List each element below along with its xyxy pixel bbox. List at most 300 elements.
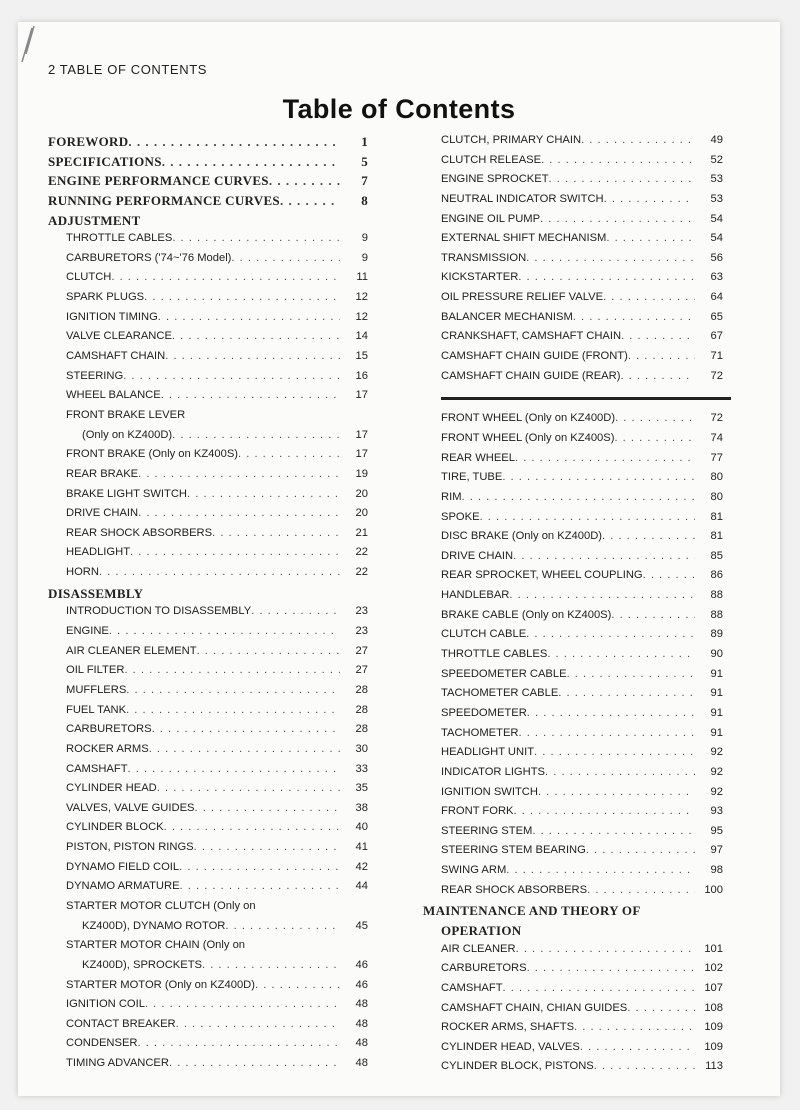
- toc-leader-dots: [145, 998, 340, 1010]
- toc-entry-label: SPEEDOMETER: [441, 706, 527, 719]
- toc-entry-label: STEERING STEM BEARING: [441, 844, 586, 857]
- toc-leader-dots: [518, 727, 695, 739]
- toc-entry-label: CONTACT BREAKER: [66, 1017, 176, 1030]
- toc-entry: [48, 645, 368, 665]
- toc-leader-dots: [169, 1057, 340, 1069]
- toc-leader-dots: [515, 452, 695, 464]
- toc-entry: [48, 566, 368, 586]
- toc-page-number: 17: [355, 389, 368, 402]
- toc-page-number: 8: [361, 192, 368, 208]
- toc-entry: [48, 821, 368, 841]
- toc-leader-dots: [99, 566, 340, 578]
- toc-entry-label: CAMSHAFT CHAIN GUIDE (REAR): [441, 369, 621, 382]
- toc-entry: [423, 786, 723, 806]
- toc-entry: [423, 589, 723, 609]
- toc-entry: [423, 491, 723, 511]
- toc-entry-label: EXTERNAL SHIFT MECHANISM: [441, 232, 607, 245]
- toc-entry-label: STARTER MOTOR (Only on KZ400D): [66, 978, 255, 991]
- toc-entry-label: CARBURETORS: [66, 723, 152, 736]
- toc-entry: [48, 389, 368, 409]
- toc-leader-dots: [621, 330, 695, 342]
- toc-leader-dots: [620, 370, 695, 382]
- toc-leader-dots: [627, 1002, 695, 1014]
- toc-entry: [423, 884, 723, 904]
- toc-entry: [423, 1041, 723, 1061]
- toc-entry: [423, 1060, 723, 1080]
- toc-page-number: 54: [710, 212, 723, 225]
- toc-entry-label: CLUTCH RELEASE: [441, 153, 542, 166]
- toc-entry: [423, 271, 723, 291]
- toc-entry-label: TACHOMETER CABLE: [441, 687, 559, 700]
- toc-leader-dots: [502, 471, 695, 483]
- toc-leader-dots: [480, 511, 695, 523]
- toc-entry-label: CONDENSER: [66, 1037, 138, 1050]
- toc-entry: [48, 861, 368, 881]
- toc-page-number: 14: [355, 330, 368, 343]
- toc-leader-dots: [157, 782, 340, 794]
- toc-leader-dots: [611, 609, 695, 621]
- toc-leader-dots: [128, 134, 340, 150]
- toc-leader-dots: [526, 252, 695, 264]
- toc-leader-dots: [161, 389, 340, 401]
- toc-page-number: 49: [710, 134, 723, 146]
- toc-leader-dots: [172, 429, 340, 441]
- toc-leader-dots: [251, 605, 340, 617]
- toc-leader-dots: [152, 723, 340, 735]
- toc-entry-label: DRIVE CHAIN: [66, 507, 139, 520]
- toc-entry-label: TIRE, TUBE: [441, 471, 503, 484]
- toc-left-column: [48, 134, 368, 1077]
- toc-leader-dots: [269, 173, 340, 189]
- toc-page-number: 27: [355, 644, 368, 657]
- toc-entry: [423, 311, 723, 331]
- toc-leader-dots: [614, 432, 695, 444]
- toc-leader-dots: [111, 271, 340, 283]
- toc-entry: [423, 452, 723, 472]
- toc-entry-label: ROCKER ARMS: [66, 742, 149, 755]
- toc-page-number: 102: [704, 962, 723, 975]
- toc-entry-label: CAMSHAFT: [441, 981, 503, 994]
- toc-entry-label: WHEEL BALANCE: [66, 389, 161, 402]
- toc-entry: [423, 668, 723, 688]
- toc-entry-label: REAR SHOCK ABSORBERS: [441, 883, 588, 896]
- toc-entry: [48, 154, 368, 174]
- toc-entry-label: BRAKE CABLE (Only on KZ400S): [441, 608, 612, 621]
- toc-entry-label: DISC BRAKE (Only on KZ400D): [441, 530, 603, 543]
- toc-page-number: 30: [355, 742, 368, 755]
- toc-entry: [423, 291, 723, 311]
- toc-entry-label: CYLINDER BLOCK: [66, 821, 164, 834]
- toc-entry: [423, 432, 723, 452]
- toc-leader-dots: [225, 920, 340, 932]
- toc-entry-label: CAMSHAFT CHAIN: [66, 350, 166, 363]
- toc-page-number: 20: [355, 507, 368, 520]
- toc-entry: [423, 609, 723, 629]
- toc-entry-label: SPOKE: [441, 510, 480, 523]
- toc-page-number: 22: [355, 566, 368, 579]
- toc-leader-dots: [180, 880, 340, 892]
- toc-page-number: 72: [710, 369, 723, 382]
- toc-leader-dots: [138, 507, 340, 519]
- toc-entry-label: SPEEDOMETER CABLE: [441, 667, 567, 680]
- toc-entry: [423, 746, 723, 766]
- toc-page-number: 54: [710, 232, 723, 245]
- toc-page-number: 71: [710, 350, 723, 363]
- toc-entry: [423, 903, 723, 923]
- toc-leader-dots: [547, 648, 695, 660]
- page-header: 2 TABLE OF CONTENTS: [48, 62, 208, 77]
- toc-entry-label: CAMSHAFT CHAIN GUIDE (FRONT): [441, 350, 628, 363]
- toc-leader-dots: [158, 311, 340, 323]
- toc-entry-label: KZ400D), SPROCKETS: [82, 958, 202, 971]
- toc-page-number: 22: [355, 546, 368, 559]
- toc-right-bottom-group: [423, 412, 723, 1080]
- toc-page-number: 45: [355, 919, 368, 932]
- toc-entry-label: CLUTCH: [66, 271, 112, 284]
- toc-entry: [48, 880, 368, 900]
- toc-entry: [48, 782, 368, 802]
- toc-entry-label: TACHOMETER: [441, 726, 519, 739]
- toc-leader-dots: [162, 154, 340, 170]
- toc-leader-dots: [126, 684, 340, 696]
- toc-entry: [48, 488, 368, 508]
- toc-entry: [48, 448, 368, 468]
- toc-page-number: 12: [355, 310, 368, 323]
- toc-entry-label: AIR CLEANER ELEMENT: [66, 644, 197, 657]
- toc-entry: [48, 213, 368, 233]
- toc-entry-label: HORN: [66, 566, 99, 579]
- toc-page-number: 35: [355, 782, 368, 795]
- toc-entry-label: FRONT BRAKE (Only on KZ400S): [66, 448, 239, 461]
- toc-page-number: 64: [710, 291, 723, 304]
- toc-entry-label: CLUTCH, PRIMARY CHAIN: [441, 134, 582, 146]
- toc-entry-label: SPARK PLUGS: [66, 291, 145, 304]
- toc-entry: [48, 1018, 368, 1038]
- toc-entry: [48, 350, 368, 370]
- toc-entry: [423, 982, 723, 1002]
- toc-entry: [423, 844, 723, 864]
- toc-entry-label: KZ400D), DYNAMO ROTOR: [82, 919, 226, 932]
- toc-entry-label: DYNAMO ARMATURE: [66, 880, 180, 893]
- toc-entry: [423, 962, 723, 982]
- toc-entry-label: NEUTRAL INDICATOR SWITCH: [441, 192, 604, 205]
- toc-entry-label: MAINTENANCE AND THEORY OF: [423, 903, 641, 919]
- toc-leader-dots: [541, 154, 695, 166]
- toc-leader-dots: [130, 546, 340, 558]
- toc-entry-label: HEADLIGHT UNIT: [441, 746, 535, 759]
- toc-leader-dots: [124, 664, 340, 676]
- toc-page-number: 91: [710, 687, 723, 700]
- toc-page-number: 40: [355, 821, 368, 834]
- toc-entry: [423, 727, 723, 747]
- toc-entry-label: FOREWORD: [48, 134, 129, 149]
- toc-entry-label: IGNITION SWITCH: [441, 785, 538, 798]
- toc-entry: [48, 605, 368, 625]
- toc-page-number: 92: [710, 765, 723, 778]
- toc-entry-label: REAR SPROCKET, WHEEL COUPLING: [441, 569, 643, 582]
- toc-leader-dots: [527, 707, 695, 719]
- toc-leader-dots: [126, 704, 340, 716]
- toc-leader-dots: [581, 134, 695, 146]
- toc-page-number: 19: [355, 467, 368, 480]
- toc-leader-dots: [462, 491, 695, 503]
- toc-entry: [48, 704, 368, 724]
- toc-leader-dots: [212, 527, 340, 539]
- toc-leader-dots: [164, 821, 340, 833]
- toc-leader-dots: [549, 173, 695, 185]
- toc-leader-dots: [176, 1018, 340, 1030]
- toc-page-number: 28: [355, 723, 368, 736]
- toc-entry: [48, 743, 368, 763]
- toc-page-number: 23: [355, 625, 368, 638]
- toc-entry: [48, 429, 368, 449]
- toc-entry: [48, 979, 368, 999]
- toc-entry-label: (Only on KZ400D): [82, 428, 173, 441]
- toc-leader-dots: [280, 193, 340, 209]
- page-corner-mark: [20, 24, 42, 64]
- toc-page-number: 48: [355, 1037, 368, 1050]
- toc-entry-label: THROTTLE CABLES: [441, 648, 548, 661]
- toc-page-number: 92: [710, 785, 723, 798]
- toc-entry: [423, 511, 723, 531]
- toc-entry: [423, 648, 723, 668]
- toc-entry-label: KICKSTARTER: [441, 271, 519, 284]
- toc-entry: [423, 232, 723, 252]
- toc-entry-label: DRIVE CHAIN: [441, 549, 514, 562]
- toc-page-number: 89: [710, 628, 723, 641]
- toc-page-number: 100: [704, 883, 723, 896]
- toc-entry-label: ENGINE SPROCKET: [441, 173, 549, 186]
- toc-entry-label: OPERATION: [441, 922, 522, 938]
- toc-entry-label: MUFFLERS: [66, 683, 127, 696]
- toc-page-number: 74: [710, 431, 723, 444]
- toc-page-number: 48: [355, 1057, 368, 1070]
- toc-entry: [48, 684, 368, 704]
- section-divider: [441, 397, 731, 400]
- toc-page-number: 38: [355, 801, 368, 814]
- toc-page-number: 23: [355, 605, 368, 618]
- toc-leader-dots: [538, 786, 695, 798]
- toc-entry-label: TRANSMISSION: [441, 251, 527, 264]
- toc-entry: [48, 271, 368, 291]
- toc-leader-dots: [603, 291, 695, 303]
- toc-entry-label: SWING ARM: [441, 864, 507, 877]
- toc-entry: [48, 468, 368, 488]
- toc-entry: [423, 471, 723, 491]
- toc-leader-dots: [628, 350, 695, 362]
- toc-right-top-group: [423, 134, 723, 389]
- toc-page-number: 67: [710, 330, 723, 343]
- toc-entry-label: INTRODUCTION TO DISASSEMBLY: [66, 605, 252, 618]
- toc-entry: [48, 802, 368, 822]
- toc-entry: [423, 864, 723, 884]
- toc-page-number: 88: [710, 589, 723, 602]
- toc-page-number: 86: [710, 569, 723, 582]
- toc-leader-dots: [532, 825, 695, 837]
- toc-entry: [423, 628, 723, 648]
- toc-entry-label: DYNAMO FIELD COIL: [66, 860, 180, 873]
- toc-page-number: 20: [355, 487, 368, 500]
- toc-leader-dots: [138, 468, 340, 480]
- toc-entry: [423, 193, 723, 213]
- toc-entry: [423, 154, 723, 174]
- toc-leader-dots: [587, 884, 695, 896]
- toc-leader-dots: [202, 959, 340, 971]
- toc-page-number: 46: [355, 978, 368, 991]
- toc-leader-dots: [516, 943, 695, 955]
- toc-leader-dots: [615, 412, 695, 424]
- toc-page-number: 53: [710, 192, 723, 205]
- toc-page-number: 44: [355, 880, 368, 893]
- toc-leader-dots: [534, 746, 695, 758]
- toc-entry-label: PISTON, PISTON RINGS: [66, 841, 194, 854]
- toc-entry: [423, 412, 723, 432]
- toc-page-number: 52: [710, 153, 723, 166]
- toc-entry: [48, 546, 368, 566]
- toc-page-number: 91: [710, 706, 723, 719]
- toc-entry: [48, 1037, 368, 1057]
- toc-entry: [48, 900, 368, 920]
- toc-leader-dots: [606, 232, 695, 244]
- toc-entry-label: CAMSHAFT: [66, 762, 128, 775]
- toc-page-number: 9: [361, 251, 368, 264]
- toc-page-number: 46: [355, 958, 368, 971]
- toc-entry-label: VALVES, VALVE GUIDES: [66, 801, 195, 814]
- toc-page-number: 28: [355, 683, 368, 696]
- toc-page-number: 88: [710, 608, 723, 621]
- toc-entry: [48, 330, 368, 350]
- toc-entry-label: CARBURETORS ('74~'76 Model): [66, 251, 232, 264]
- toc-page-number: 91: [710, 726, 723, 739]
- toc-entry-label: ROCKER ARMS, SHAFTS: [441, 1021, 575, 1034]
- toc-entry-label: ENGINE: [66, 625, 109, 638]
- toc-page-number: 65: [710, 310, 723, 323]
- toc-entry: [423, 330, 723, 350]
- toc-entry-label: STEERING STEM: [441, 824, 533, 837]
- toc-entry: [423, 825, 723, 845]
- toc-entry-label: TIMING ADVANCER: [66, 1057, 169, 1070]
- toc-leader-dots: [503, 982, 695, 994]
- toc-page-number: 81: [710, 510, 723, 523]
- toc-entry: [48, 409, 368, 429]
- toc-entry-label: CARBURETORS: [441, 962, 527, 975]
- toc-leader-dots: [255, 979, 340, 991]
- toc-leader-dots: [109, 625, 340, 637]
- toc-entry: [423, 550, 723, 570]
- document-page: [18, 22, 780, 1096]
- toc-page-number: 101: [704, 942, 723, 955]
- toc-entry-label: BALANCER MECHANISM: [441, 310, 573, 323]
- toc-leader-dots: [513, 550, 695, 562]
- toc-page-number: 15: [355, 350, 368, 363]
- toc-page-number: 97: [710, 844, 723, 857]
- toc-leader-dots: [179, 861, 340, 873]
- toc-leader-dots: [195, 802, 341, 814]
- toc-page-number: 16: [355, 369, 368, 382]
- toc-entry-label: STEERING: [66, 369, 124, 382]
- toc-leader-dots: [172, 330, 340, 342]
- toc-entry-label: REAR WHEEL: [441, 451, 515, 464]
- toc-entry: [423, 1002, 723, 1022]
- toc-leader-dots: [231, 252, 340, 264]
- toc-page-number: 33: [355, 762, 368, 775]
- toc-entry: [423, 687, 723, 707]
- toc-entry-label: INDICATOR LIGHTS: [441, 765, 546, 778]
- toc-page-number: 95: [710, 824, 723, 837]
- toc-page-number: 11: [356, 271, 368, 284]
- toc-entry: [48, 586, 368, 606]
- toc-page-number: 41: [355, 841, 368, 854]
- toc-leader-dots: [187, 488, 340, 500]
- toc-page-number: 72: [710, 412, 723, 425]
- toc-leader-dots: [586, 844, 695, 856]
- toc-leader-dots: [197, 645, 340, 657]
- toc-page-number: 80: [710, 471, 723, 484]
- toc-leader-dots: [526, 628, 695, 640]
- toc-page-number: 113: [705, 1060, 723, 1073]
- toc-entry-label: FRONT WHEEL (Only on KZ400S): [441, 431, 615, 444]
- toc-page-number: 53: [710, 173, 723, 186]
- toc-entry: [48, 723, 368, 743]
- toc-leader-dots: [123, 370, 340, 382]
- toc-page-number: 81: [710, 530, 723, 543]
- toc-leader-dots: [144, 291, 340, 303]
- toc-entry: [48, 252, 368, 272]
- toc-page-number: 91: [710, 667, 723, 680]
- toc-entry: [423, 707, 723, 727]
- toc-entry: [48, 763, 368, 783]
- toc-entry: [48, 134, 368, 154]
- toc-entry-label: FRONT FORK: [441, 805, 514, 818]
- toc-page-number: 90: [710, 648, 723, 661]
- toc-entry-label: IGNITION TIMING: [66, 310, 158, 323]
- toc-entry: [48, 841, 368, 861]
- toc-leader-dots: [518, 271, 695, 283]
- toc-entry: [423, 923, 723, 943]
- toc-page-number: 9: [361, 232, 368, 245]
- toc-page-number: 12: [355, 291, 368, 304]
- toc-entry-label: FRONT BRAKE LEVER: [66, 408, 186, 421]
- toc-entry-label: STARTER MOTOR CLUTCH (Only on: [66, 899, 256, 912]
- toc-entry: [48, 920, 368, 940]
- toc-entry-label: FRONT WHEEL (Only on KZ400D): [441, 412, 616, 425]
- toc-entry-label: RIM: [441, 490, 462, 503]
- toc-entry-label: CYLINDER BLOCK, PISTONS: [441, 1060, 594, 1073]
- toc-entry: [423, 350, 723, 370]
- toc-leader-dots: [514, 805, 695, 817]
- toc-entry-label: OIL PRESSURE RELIEF VALVE: [441, 291, 604, 304]
- toc-entry-label: OIL FILTER: [66, 664, 125, 677]
- toc-entry-label: HANDLEBAR: [441, 589, 510, 602]
- toc-page-number: 85: [710, 549, 723, 562]
- toc-page-number: 17: [355, 448, 368, 461]
- toc-page-number: 21: [355, 526, 368, 539]
- toc-entry-label: THROTTLE CABLES: [66, 232, 173, 245]
- toc-entry-label: CAMSHAFT CHAIN, CHIAN GUIDES: [441, 1001, 628, 1014]
- toc-page-number: 48: [355, 998, 368, 1011]
- toc-leader-dots: [165, 350, 340, 362]
- toc-entry-label: AIR CLEANER: [441, 942, 516, 955]
- toc-leader-dots: [604, 193, 695, 205]
- toc-entry-label: STARTER MOTOR CHAIN (Only on: [66, 939, 246, 952]
- toc-entry: [48, 998, 368, 1018]
- toc-entry-label: RUNNING PERFORMANCE CURVES: [48, 192, 280, 208]
- toc-entry-label: CYLINDER HEAD: [66, 782, 157, 795]
- toc-leader-dots: [643, 569, 695, 581]
- toc-entry: [423, 1021, 723, 1041]
- toc-page-number: 109: [704, 1021, 723, 1034]
- toc-entry-label: REAR SHOCK ABSORBERS: [66, 526, 213, 539]
